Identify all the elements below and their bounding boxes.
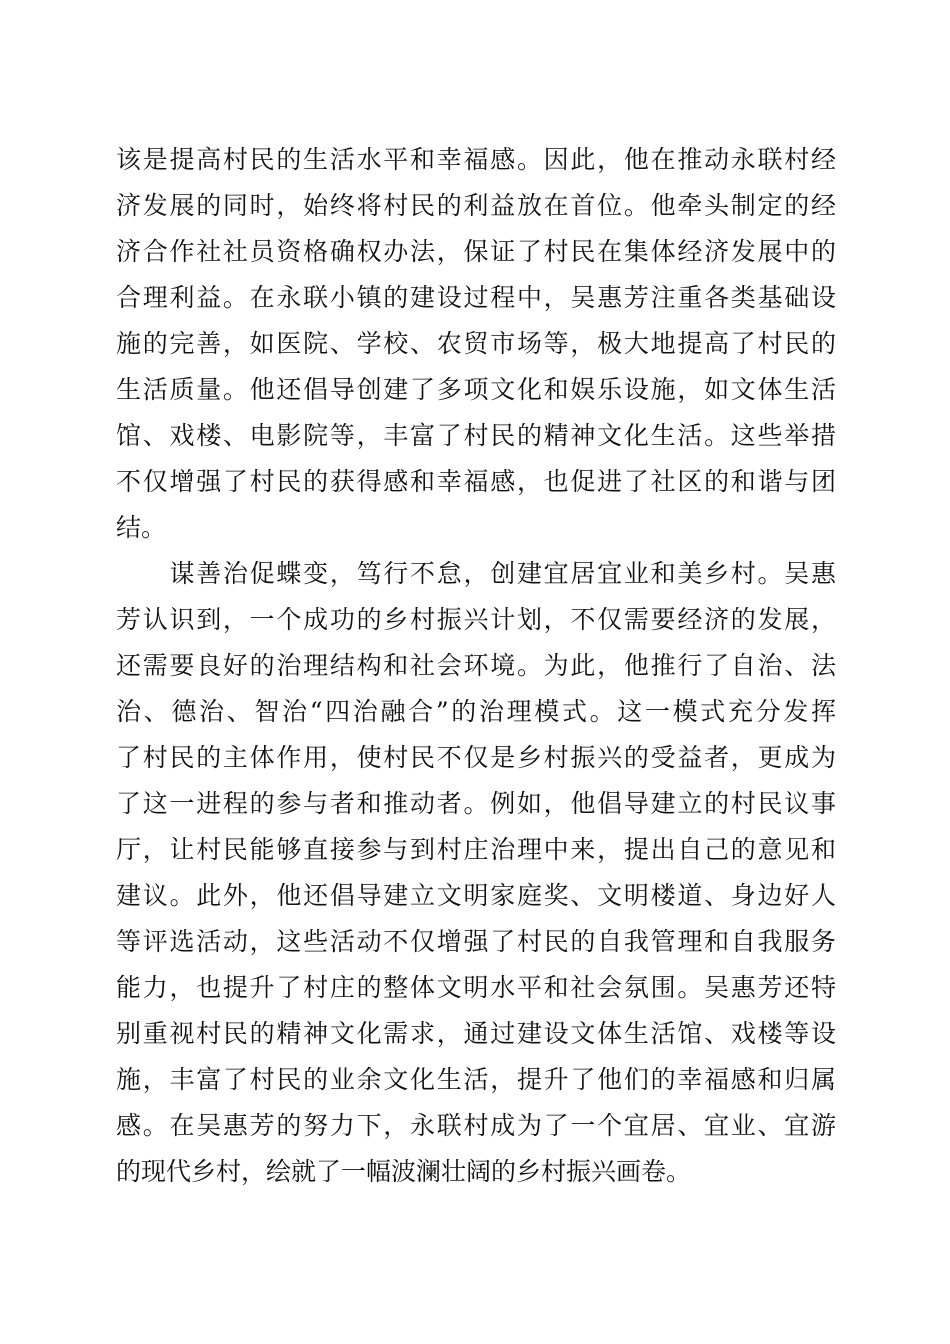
paragraph-1 — [116, 137, 836, 551]
text-line: 济发展的同时，始终将村民的利益放在首位。他牵头制定的经 — [116, 191, 836, 220]
text-line: 谋善治促蝶变，笃行不怠，创建宜居宜业和美乡村。吴惠 — [116, 559, 836, 588]
text-line: 治、德治、智治“四治融合”的治理模式。这一模式充分发挥 — [116, 697, 836, 726]
paragraph-2 — [116, 551, 836, 1195]
text-line: 馆、戏楼、电影院等，丰富了村民的精神文化生活。这些举措 — [116, 421, 836, 450]
document-body — [116, 137, 836, 1195]
text-line: 芳认识到，一个成功的乡村振兴计划，不仅需要经济的发展， — [116, 605, 836, 634]
text-line: 不仅增强了村民的获得感和幸福感，也促进了社区的和谐与团 — [116, 467, 836, 496]
text-line: 等评选活动，这些活动不仅增强了村民的自我管理和自我服务 — [116, 927, 836, 956]
text-line: 还需要良好的治理结构和社会环境。为此，他推行了自治、法 — [116, 651, 836, 680]
text-line: 感。在吴惠芳的努力下，永联村成为了一个宜居、宜业、宜游 — [116, 1111, 836, 1140]
text-line: 了村民的主体作用，使村民不仅是乡村振兴的受益者，更成为 — [116, 743, 836, 772]
text-line: 了这一进程的参与者和推动者。例如，他倡导建立的村民议事 — [116, 789, 836, 818]
text-line: 施，丰富了村民的业余文化生活，提升了他们的幸福感和归属 — [116, 1065, 836, 1094]
text-line: 厅，让村民能够直接参与到村庄治理中来，提出自己的意见和 — [116, 835, 836, 864]
text-line: 结。 — [116, 513, 167, 542]
text-line: 别重视村民的精神文化需求，通过建设文体生活馆、戏楼等设 — [116, 1019, 836, 1048]
text-line: 合理利益。在永联小镇的建设过程中，吴惠芳注重各类基础设 — [116, 283, 836, 312]
text-line: 施的完善，如医院、学校、农贸市场等，极大地提高了村民的 — [116, 329, 836, 358]
text-line: 该是提高村民的生活水平和幸福感。因此，他在推动永联村经 — [116, 145, 836, 174]
text-line: 建议。此外，他还倡导建立文明家庭奖、文明楼道、身边好人 — [116, 881, 836, 910]
text-line: 济合作社社员资格确权办法，保证了村民在集体经济发展中的 — [116, 237, 836, 266]
text-line: 生活质量。他还倡导创建了多项文化和娱乐设施，如文体生活 — [116, 375, 836, 404]
text-line: 的现代乡村，绘就了一幅波澜壮阔的乡村振兴画卷。 — [116, 1157, 692, 1186]
text-line: 能力，也提升了村庄的整体文明水平和社会氛围。吴惠芳还特 — [116, 973, 836, 1002]
